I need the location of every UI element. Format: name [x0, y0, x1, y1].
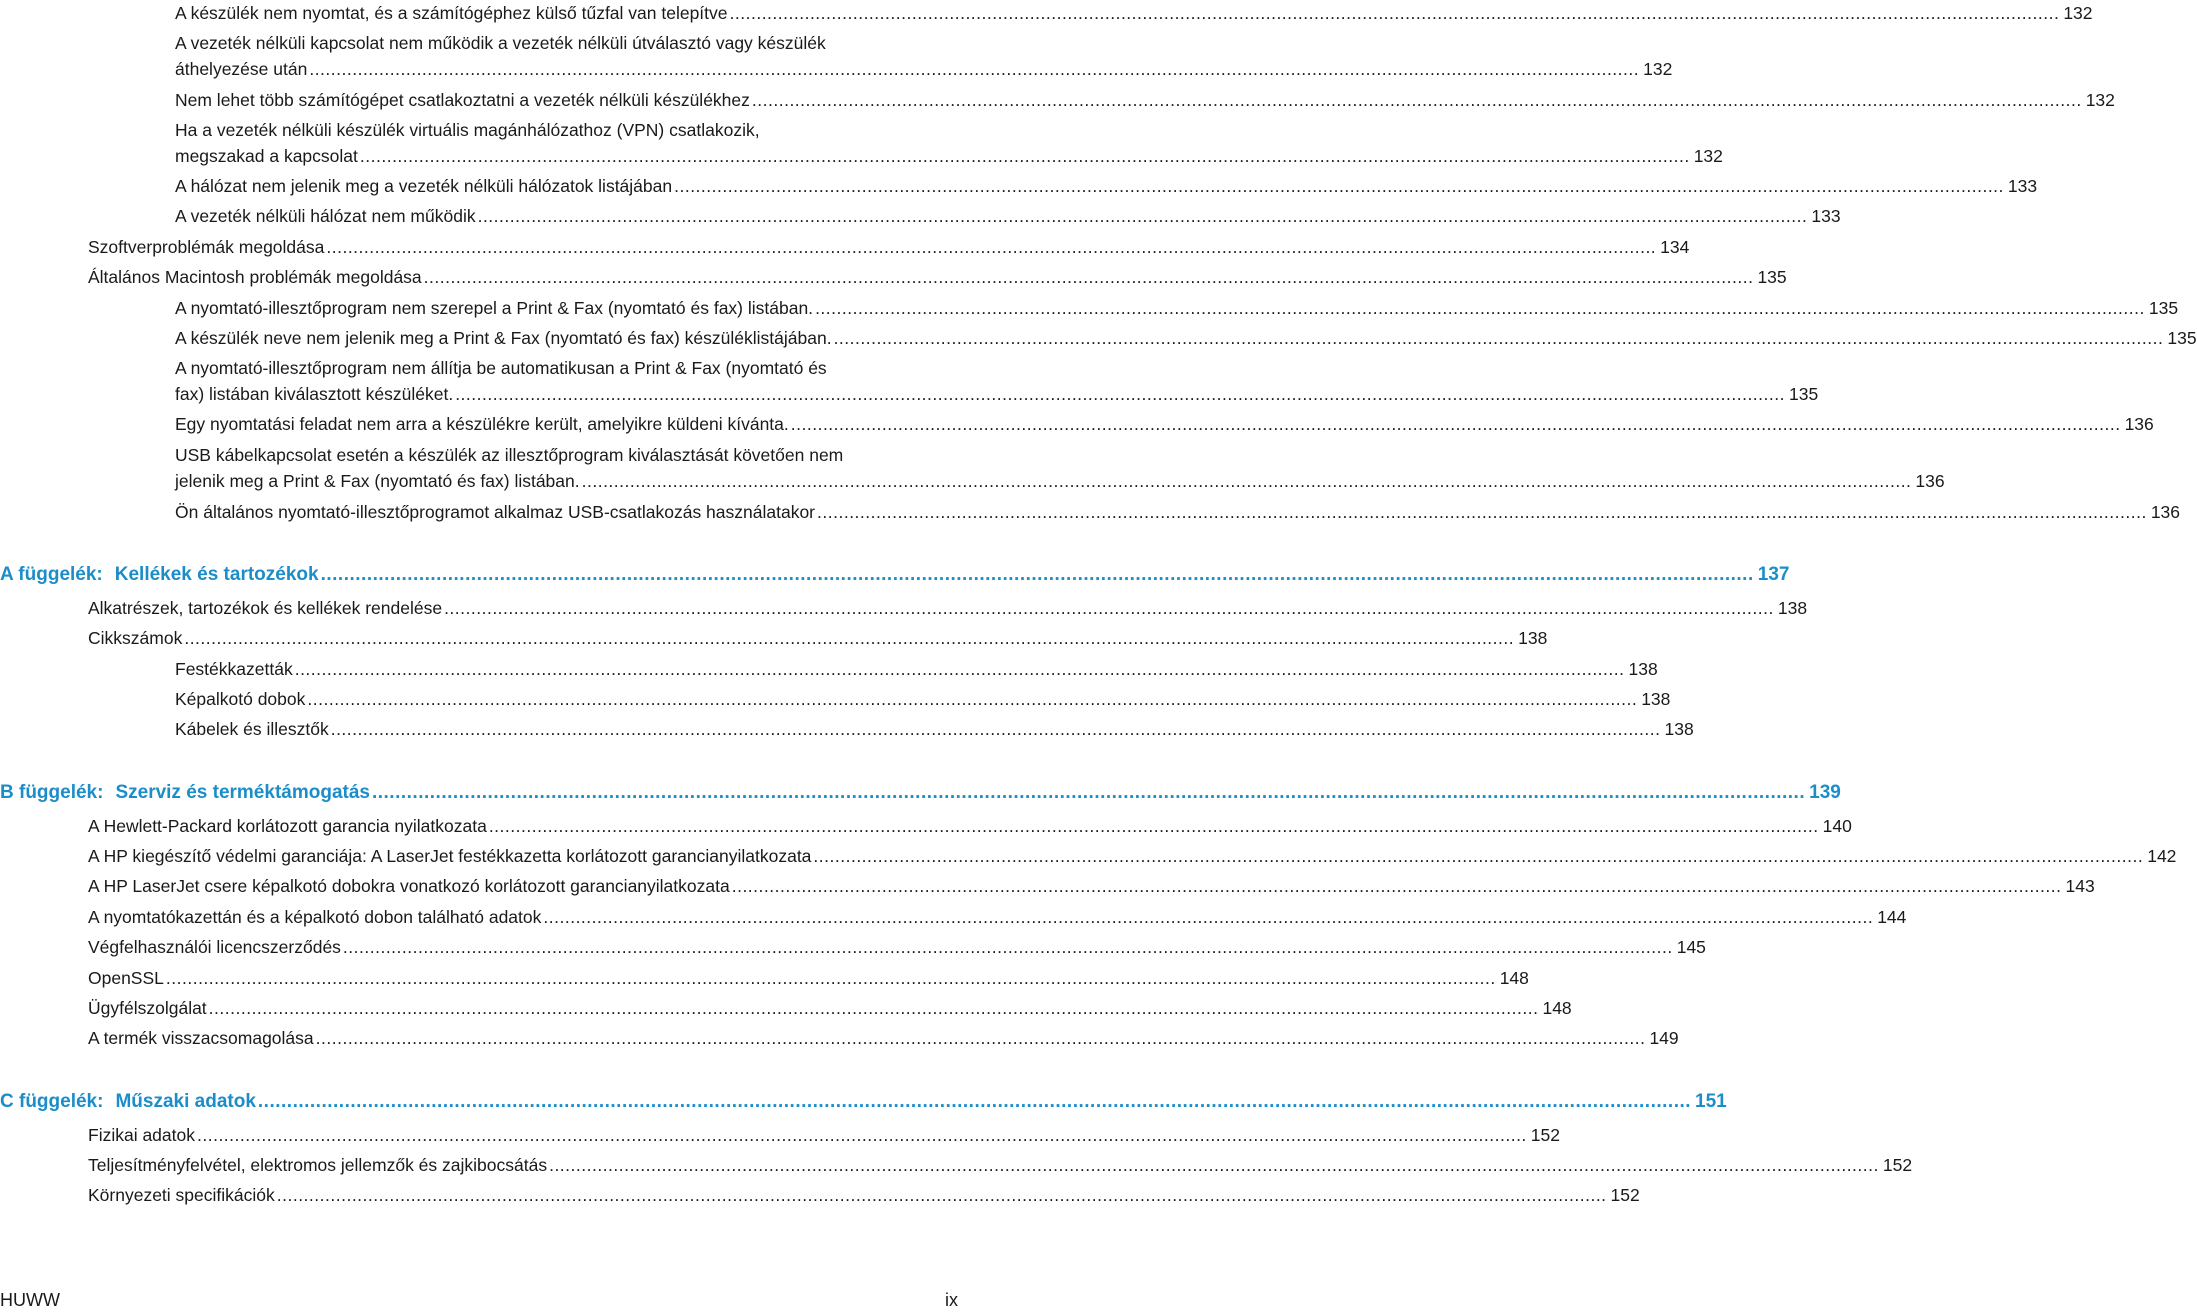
toc-entry[interactable]: A hálózat nem jelenik meg a vezeték nélküli hálózatok listájában ..... 133: [175, 173, 940, 199]
page-number: 132: [2063, 3, 2093, 23]
appendix-title: Szerviz és terméktámogatás: [115, 782, 370, 803]
page-number: 139: [1809, 782, 1841, 803]
appendix-title: Kellékek és tartozékok: [114, 564, 319, 585]
page-number: 140: [1822, 816, 1852, 836]
toc-entry[interactable]: A HP LaserJet csere képalkotó dobokra vonatkozó korlátozott garancianyilatkozata ..... 143: [88, 873, 940, 899]
page-number: 132: [2085, 90, 2115, 110]
page-number: 132: [1693, 146, 1723, 166]
toc-entry[interactable]: OpenSSL ..... 148: [88, 965, 940, 991]
page-number: 138: [1664, 719, 1694, 739]
page-number: 135: [1757, 267, 1787, 287]
footer-locale-code: HUWW: [0, 1290, 60, 1310]
page-number: 149: [1649, 1028, 1679, 1048]
toc-entry[interactable]: Fizikai adatok ..... 152: [88, 1122, 940, 1148]
page-number: 135: [2167, 328, 2197, 348]
page-number: 136: [2124, 414, 2154, 434]
toc-entry[interactable]: A termék visszacsomagolása ..... 149: [88, 1025, 940, 1051]
appendix-heading-a[interactable]: [0, 562, 1790, 588]
appendix-heading-b[interactable]: [0, 780, 1841, 806]
page-number: 151: [1695, 1091, 1727, 1112]
page-number: 138: [1777, 598, 1808, 618]
toc-entry[interactable]: A nyomtatókazettán és a képalkotó dobon található adatok ..... 144: [88, 904, 940, 930]
page-number: 135: [1788, 384, 1819, 404]
page-number: 152: [1610, 1185, 1640, 1205]
appendix-title: Műszaki adatok: [115, 1091, 256, 1112]
page-number: 135: [2148, 298, 2179, 318]
toc-entry[interactable]: Teljesítményfelvétel, elektromos jellemzők és zajkibocsátás ..... 152: [88, 1152, 940, 1178]
toc-entry[interactable]: Kábelek és illesztők ..... 138: [175, 716, 940, 742]
toc-entry[interactable]: A vezeték nélküli hálózat nem működik ..... 133: [175, 203, 940, 229]
page-number: 143: [2065, 876, 2095, 896]
toc-entry[interactable]: A nyomtató-illesztőprogram nem állítja be automatikusan a Print & Fax (nyomtató és fax) listában kiválasztott készüléket. ..... 135: [175, 355, 940, 407]
page-number: 136: [1915, 471, 1945, 491]
page-number: 133: [1811, 206, 1841, 226]
toc-entry[interactable]: A vezeték nélküli kapcsolat nem működik a vezeték nélküli útválasztó vagy készülék áthelyezése után ..... 132: [175, 30, 940, 82]
toc-entry[interactable]: Egy nyomtatási feladat nem arra a készülékre került, amelyikre küldeni kívánta. ..... 136: [175, 411, 940, 437]
page-number: 137: [1757, 564, 1790, 585]
page-number: 134: [1660, 237, 1690, 257]
page-number: 145: [1676, 937, 1706, 957]
page-number: 138: [1518, 628, 1548, 648]
toc-entry[interactable]: Ha a vezeték nélküli készülék virtuális magánhálózathoz (VPN) csatlakozik, megszakad a kapcsolat ..... 132: [175, 117, 940, 169]
toc-entry[interactable]: A készülék nem nyomtat, és a számítógéphez külső tűzfal van telepítve ..... 132: [175, 0, 940, 26]
page-number: 136: [2150, 502, 2181, 522]
page-number: 132: [1643, 59, 1673, 79]
page-number: 138: [1628, 659, 1658, 679]
page-number: 142: [2147, 846, 2177, 866]
page-number: 138: [1641, 689, 1671, 709]
toc-entry[interactable]: Alkatrészek, tartozékok és kellékek rendelése ..... 138: [88, 595, 940, 621]
toc-entry[interactable]: A Hewlett-Packard korlátozott garancia nyilatkozata ..... 140: [88, 813, 940, 839]
appendix-heading-c[interactable]: [0, 1089, 1727, 1115]
toc-entry[interactable]: USB kábelkapcsolat esetén a készülék az illesztőprogram kiválasztását követően nem jelenik meg a Print & Fax (nyomtató és fax) listában. ..... 136: [175, 442, 940, 494]
toc-entry[interactable]: Ön általános nyomtató-illesztőprogramot alkalmaz USB-csatlakozás használatakor ..... 136: [175, 499, 940, 525]
appendix-prefix: C függelék:: [0, 1091, 104, 1112]
toc-entry[interactable]: A HP kiegészítő védelmi garanciája: A LaserJet festékkazetta korlátozott garancianyilatkozata ..... 142: [88, 843, 940, 869]
appendix-prefix: A függelék:: [0, 564, 103, 585]
toc-entry[interactable]: Képalkotó dobok ..... 138: [175, 686, 940, 712]
toc-entry[interactable]: Cikkszámok ..... 138: [88, 625, 940, 651]
page-number: 152: [1882, 1155, 1913, 1175]
page-number: 152: [1530, 1125, 1560, 1145]
toc-entry[interactable]: Festékkazetták ..... 138: [175, 656, 940, 682]
toc-entry[interactable]: A nyomtató-illesztőprogram nem szerepel a Print & Fax (nyomtató és fax) listában. ..... 135: [175, 295, 940, 321]
page-number: 148: [1499, 968, 1529, 988]
toc-entry[interactable]: Nem lehet több számítógépet csatlakoztatni a vezeték nélküli készülékhez ..... 132: [175, 87, 940, 113]
footer-page-number: ix: [945, 1290, 958, 1310]
page-number: 133: [2007, 176, 2038, 196]
toc-entry[interactable]: Végfelhasználói licencszerződés ..... 145: [88, 934, 940, 960]
page-number: 144: [1877, 907, 1907, 927]
toc-entry[interactable]: Ügyfélszolgálat ..... 148: [88, 995, 940, 1021]
toc-entry[interactable]: Környezeti specifikációk ..... 152: [88, 1182, 940, 1208]
appendix-prefix: B függelék:: [0, 782, 104, 803]
toc-entry[interactable]: A készülék neve nem jelenik meg a Print & Fax (nyomtató és fax) készüléklistájában. ..... 135: [175, 325, 940, 351]
toc-entry[interactable]: Általános Macintosh problémák megoldása ..... 135: [88, 264, 940, 290]
page-number: 148: [1542, 998, 1572, 1018]
toc-entry[interactable]: Szoftverproblémák megoldása ..... 134: [88, 234, 940, 260]
